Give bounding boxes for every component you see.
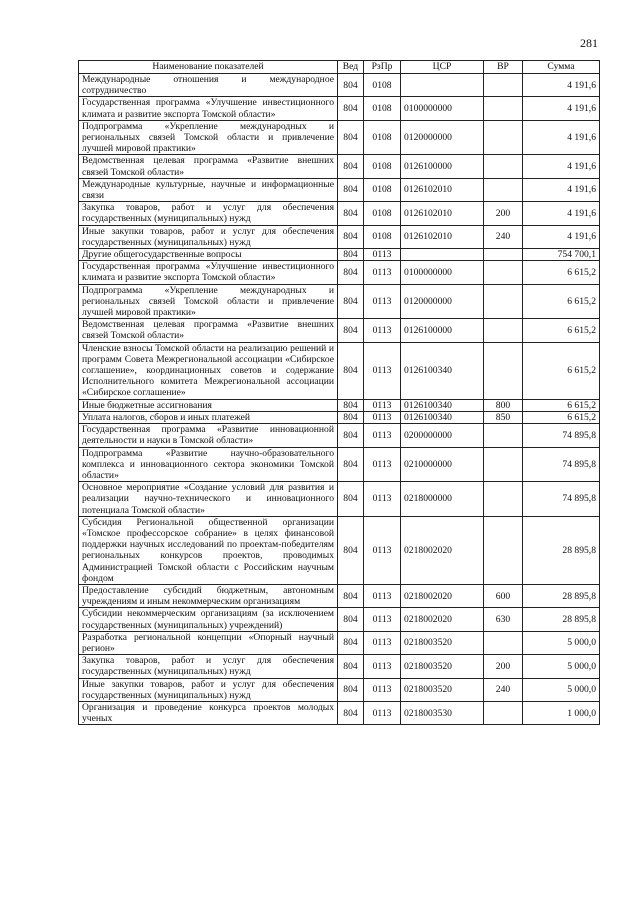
cell-vr <box>484 516 523 584</box>
cell-ved: 804 <box>338 701 364 724</box>
cell-rzpr: 0113 <box>364 447 401 482</box>
header-row <box>79 61 600 74</box>
cell-name: Иные закупки товаров, работ и услуг для обеспечения государственных (муниципальных) нужд <box>79 678 338 701</box>
cell-rzpr: 0108 <box>364 120 401 155</box>
cell-csr: 0100000000 <box>401 261 484 284</box>
cell-sum: 28 895,8 <box>523 516 600 584</box>
cell-rzpr: 0108 <box>364 202 401 225</box>
cell-rzpr: 0108 <box>364 178 401 201</box>
cell-ved: 804 <box>338 319 364 342</box>
cell-vr: 240 <box>484 678 523 701</box>
cell-sum: 4 191,6 <box>523 202 600 225</box>
cell-csr: 0218003520 <box>401 678 484 701</box>
cell-sum: 6 615,2 <box>523 342 600 399</box>
cell-ved: 804 <box>338 655 364 678</box>
cell-name: Международные культурные, научные и информационные связи <box>79 178 338 201</box>
cell-sum: 754 700,1 <box>523 249 600 261</box>
table-row <box>79 202 600 225</box>
cell-rzpr: 0113 <box>364 411 401 423</box>
cell-name: Иные бюджетные ассигнования <box>79 399 338 411</box>
table-body <box>79 74 600 725</box>
cell-name: Иные закупки товаров, работ и услуг для обеспечения государственных (муниципальных) нужд <box>79 225 338 248</box>
cell-csr: 0218000000 <box>401 482 484 517</box>
cell-sum: 74 895,8 <box>523 447 600 482</box>
table-row <box>79 261 600 284</box>
table-row <box>79 284 600 319</box>
cell-name: Государственная программа «Улучшение инвестиционного климата и развитие экспорта Томской области» <box>79 261 338 284</box>
table-row <box>79 482 600 517</box>
cell-name: Предоставление субсидий бюджетным, автономным учреждениям и иным некоммерческим организациям <box>79 584 338 607</box>
table-header <box>79 61 600 74</box>
cell-vr <box>484 342 523 399</box>
cell-csr <box>401 249 484 261</box>
cell-csr: 0126100340 <box>401 342 484 399</box>
cell-rzpr: 0108 <box>364 155 401 178</box>
cell-csr: 0218002020 <box>401 584 484 607</box>
cell-ved: 804 <box>338 447 364 482</box>
cell-vr <box>484 249 523 261</box>
cell-ved: 804 <box>338 120 364 155</box>
cell-vr: 240 <box>484 225 523 248</box>
cell-vr: 800 <box>484 399 523 411</box>
table-row <box>79 225 600 248</box>
cell-sum: 5 000,0 <box>523 631 600 654</box>
cell-ved: 804 <box>338 584 364 607</box>
cell-ved: 804 <box>338 97 364 120</box>
table-row <box>79 701 600 724</box>
cell-name: Подпрограмма «Укрепление международных и региональных связей Томской области и привлечение лучшей мировой практики» <box>79 120 338 155</box>
cell-vr <box>484 284 523 319</box>
cell-sum: 28 895,8 <box>523 584 600 607</box>
cell-vr <box>484 482 523 517</box>
cell-name: Государственная программа «Улучшение инвестиционного климата и развитие экспорта Томской области» <box>79 97 338 120</box>
cell-vr <box>484 447 523 482</box>
cell-name: Другие общегосударственные вопросы <box>79 249 338 261</box>
cell-sum: 1 000,0 <box>523 701 600 724</box>
cell-ved: 804 <box>338 482 364 517</box>
cell-vr: 200 <box>484 655 523 678</box>
cell-ved: 804 <box>338 202 364 225</box>
header-vr: ВР <box>484 61 523 74</box>
cell-rzpr: 0113 <box>364 701 401 724</box>
cell-csr: 0126100340 <box>401 399 484 411</box>
cell-rzpr: 0108 <box>364 225 401 248</box>
cell-csr: 0126102010 <box>401 225 484 248</box>
cell-ved: 804 <box>338 678 364 701</box>
cell-sum: 4 191,6 <box>523 74 600 97</box>
cell-name: Уплата налогов, сборов и иных платежей <box>79 411 338 423</box>
cell-sum: 5 000,0 <box>523 678 600 701</box>
cell-vr: 600 <box>484 584 523 607</box>
cell-sum: 6 615,2 <box>523 261 600 284</box>
cell-csr: 0200000000 <box>401 424 484 447</box>
cell-ved: 804 <box>338 225 364 248</box>
table-row <box>79 516 600 584</box>
cell-csr: 0210000000 <box>401 447 484 482</box>
cell-name: Международные отношения и международное сотрудничество <box>79 74 338 97</box>
cell-sum: 4 191,6 <box>523 120 600 155</box>
cell-ved: 804 <box>338 342 364 399</box>
cell-csr: 0218003520 <box>401 655 484 678</box>
cell-csr: 0126100000 <box>401 155 484 178</box>
cell-vr <box>484 178 523 201</box>
table-row <box>79 342 600 399</box>
cell-name: Основное мероприятие «Создание условий для развития и реализации научно-технического и инновационного потенциала Томской области» <box>79 482 338 517</box>
cell-vr <box>484 261 523 284</box>
cell-vr <box>484 424 523 447</box>
cell-rzpr: 0113 <box>364 284 401 319</box>
cell-sum: 6 615,2 <box>523 319 600 342</box>
cell-ved: 804 <box>338 74 364 97</box>
table-row <box>79 249 600 261</box>
cell-rzpr: 0113 <box>364 342 401 399</box>
table-row <box>79 178 600 201</box>
cell-sum: 6 615,2 <box>523 399 600 411</box>
cell-vr <box>484 701 523 724</box>
header-ved: Вед <box>338 61 364 74</box>
cell-csr: 0100000000 <box>401 97 484 120</box>
cell-rzpr: 0113 <box>364 399 401 411</box>
cell-csr: 0126100000 <box>401 319 484 342</box>
header-sum: Сумма <box>523 61 600 74</box>
cell-rzpr: 0113 <box>364 424 401 447</box>
table-row <box>79 411 600 423</box>
table-row <box>79 631 600 654</box>
cell-rzpr: 0113 <box>364 678 401 701</box>
header-name: Наименование показателей <box>79 61 338 74</box>
table-row <box>79 584 600 607</box>
cell-ved: 804 <box>338 631 364 654</box>
cell-rzpr: 0113 <box>364 319 401 342</box>
cell-vr <box>484 631 523 654</box>
cell-vr <box>484 120 523 155</box>
cell-ved: 804 <box>338 399 364 411</box>
cell-vr: 200 <box>484 202 523 225</box>
cell-vr: 630 <box>484 608 523 631</box>
cell-sum: 6 615,2 <box>523 411 600 423</box>
table-row <box>79 399 600 411</box>
cell-ved: 804 <box>338 411 364 423</box>
cell-sum: 74 895,8 <box>523 482 600 517</box>
cell-ved: 804 <box>338 178 364 201</box>
cell-sum: 5 000,0 <box>523 655 600 678</box>
cell-ved: 804 <box>338 516 364 584</box>
cell-csr: 0218002020 <box>401 516 484 584</box>
cell-vr <box>484 155 523 178</box>
cell-vr <box>484 97 523 120</box>
cell-csr: 0218002020 <box>401 608 484 631</box>
cell-csr: 0218003530 <box>401 701 484 724</box>
cell-name: Подпрограмма «Укрепление международных и региональных связей Томской области и привлечение лучшей мировой практики» <box>79 284 338 319</box>
table-row <box>79 655 600 678</box>
cell-sum: 74 895,8 <box>523 424 600 447</box>
cell-rzpr: 0113 <box>364 655 401 678</box>
cell-sum: 4 191,6 <box>523 97 600 120</box>
cell-ved: 804 <box>338 284 364 319</box>
cell-rzpr: 0113 <box>364 482 401 517</box>
cell-sum: 4 191,6 <box>523 225 600 248</box>
cell-ved: 804 <box>338 261 364 284</box>
cell-ved: 804 <box>338 424 364 447</box>
cell-vr <box>484 319 523 342</box>
cell-ved: 804 <box>338 249 364 261</box>
table-row <box>79 608 600 631</box>
cell-rzpr: 0113 <box>364 608 401 631</box>
cell-sum: 4 191,6 <box>523 178 600 201</box>
cell-csr: 0218003520 <box>401 631 484 654</box>
cell-ved: 804 <box>338 155 364 178</box>
cell-name: Государственная программа «Развитие инновационной деятельности и науки в Томской области» <box>79 424 338 447</box>
cell-rzpr: 0113 <box>364 249 401 261</box>
table-row <box>79 447 600 482</box>
cell-name: Субсидии некоммерческим организациям (за исключением государственных (муниципальных) учреждений) <box>79 608 338 631</box>
table-row <box>79 97 600 120</box>
page-number: 281 <box>580 36 598 50</box>
cell-vr <box>484 74 523 97</box>
table-row <box>79 424 600 447</box>
cell-csr <box>401 74 484 97</box>
cell-name: Организация и проведение конкурса проектов молодых ученых <box>79 701 338 724</box>
cell-sum: 6 615,2 <box>523 284 600 319</box>
cell-name: Членские взносы Томской области на реализацию решений и программ Совета Межрегиональной ассоциации «Сибирское соглашение», координационных советов и содержание Исполнительного комитета Межрегиональной ассоциации «Сибирское соглашение» <box>79 342 338 399</box>
table-row <box>79 120 600 155</box>
cell-sum: 4 191,6 <box>523 155 600 178</box>
table-row <box>79 319 600 342</box>
cell-csr: 0120000000 <box>401 284 484 319</box>
cell-name: Разработка региональной концепции «Опорный научный регион» <box>79 631 338 654</box>
header-rzpr: РзПр <box>364 61 401 74</box>
cell-rzpr: 0113 <box>364 631 401 654</box>
cell-vr: 850 <box>484 411 523 423</box>
cell-csr: 0120000000 <box>401 120 484 155</box>
cell-rzpr: 0113 <box>364 584 401 607</box>
cell-rzpr: 0108 <box>364 97 401 120</box>
cell-ved: 804 <box>338 608 364 631</box>
table-row <box>79 74 600 97</box>
table-row <box>79 678 600 701</box>
cell-csr: 0126102010 <box>401 178 484 201</box>
cell-name: Подпрограмма «Развитие научно-образовательного комплекса и инновационного сектора экономики Томской области» <box>79 447 338 482</box>
cell-name: Закупка товаров, работ и услуг для обеспечения государственных (муниципальных) нужд <box>79 655 338 678</box>
header-csr: ЦСР <box>401 61 484 74</box>
cell-rzpr: 0113 <box>364 516 401 584</box>
cell-csr: 0126100340 <box>401 411 484 423</box>
cell-csr: 0126102010 <box>401 202 484 225</box>
cell-name: Ведомственная целевая программа «Развитие внешних связей Томской области» <box>79 155 338 178</box>
table-row <box>79 155 600 178</box>
cell-rzpr: 0108 <box>364 74 401 97</box>
cell-rzpr: 0113 <box>364 261 401 284</box>
budget-table <box>78 60 600 725</box>
cell-sum: 28 895,8 <box>523 608 600 631</box>
cell-name: Закупка товаров, работ и услуг для обеспечения государственных (муниципальных) нужд <box>79 202 338 225</box>
cell-name: Субсидия Региональной общественной организации «Томское профессорское собрание» в целях финансовой поддержки научных исследований по проектам-победителям региональных конкурсов проектов, проводимых Администрацией Томской области с Российским научным фондом <box>79 516 338 584</box>
cell-name: Ведомственная целевая программа «Развитие внешних связей Томской области» <box>79 319 338 342</box>
